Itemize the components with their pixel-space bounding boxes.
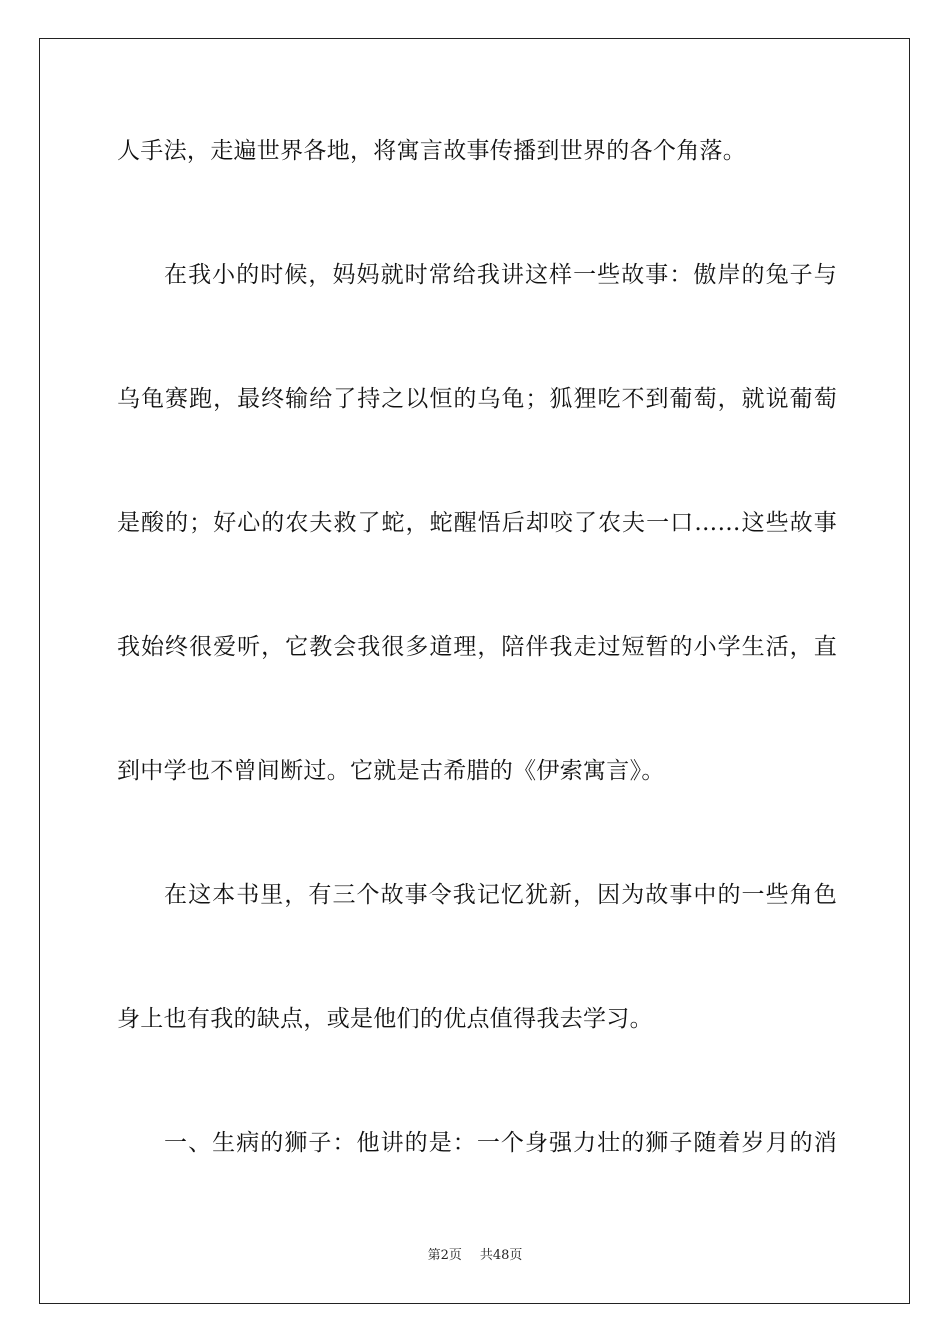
page-number: 第2页 [427, 1248, 462, 1263]
paragraph-line: 身上也有我的缺点，或是他们的优点值得我去学习。 [117, 1006, 653, 1032]
page-footer [0, 1247, 950, 1265]
paragraph-line: 在这本书里，有三个故事令我记忆犹新，因为故事中的一些角色 [164, 882, 837, 908]
paragraph-line: 是酸的；好心的农夫救了蛇，蛇醒悟后却咬了农夫一口……这些故事 [117, 510, 837, 536]
paragraph-line: 乌龟赛跑，最终输给了持之以恒的乌龟；狐狸吃不到葡萄，就说葡萄 [117, 386, 837, 412]
paragraph-line: 我始终很爱听，它教会我很多道理，陪伴我走过短暂的小学生活，直 [117, 634, 837, 660]
paragraph-line: 人手法，走遍世界各地，将寓言故事传播到世界的各个角落。 [117, 138, 747, 164]
paragraph-line: 在我小的时候，妈妈就时常给我讲这样一些故事：傲岸的兔子与 [164, 262, 837, 288]
paragraph-line: 到中学也不曾间断过。它就是古希腊的《伊索寓言》。 [117, 758, 665, 784]
page-border [39, 38, 910, 1304]
page-total: 共48页 [479, 1248, 523, 1263]
paragraph-line: 一、生病的狮子：他讲的是：一个身强力壮的狮子随着岁月的消 [164, 1130, 837, 1156]
